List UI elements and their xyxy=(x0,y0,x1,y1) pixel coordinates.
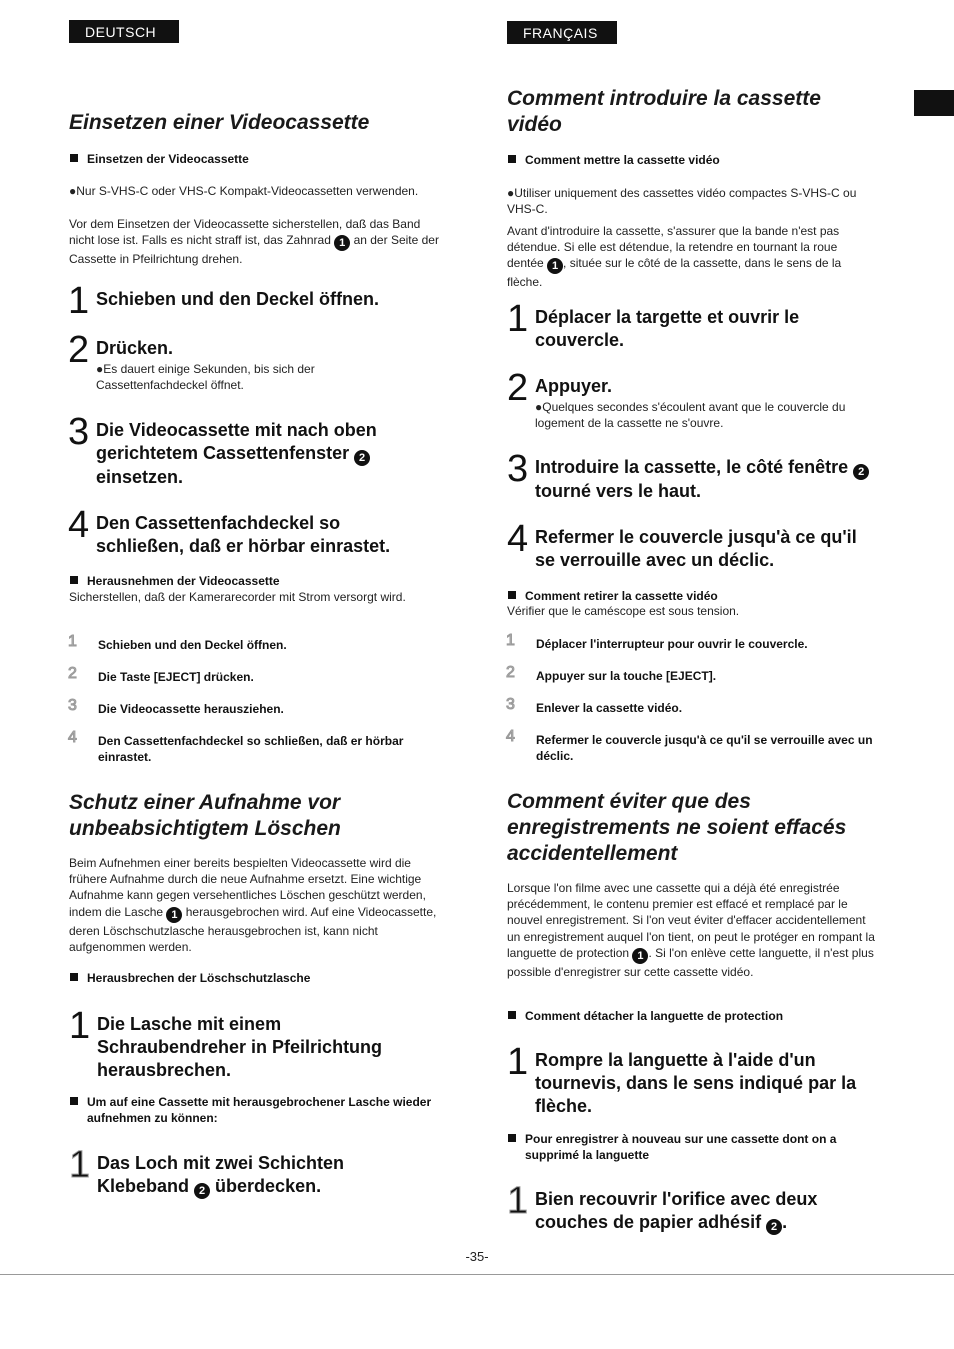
paragraph-fr-4: Lorsque l'on filme avec une cassette qui a déjà été enregistrée précédemment, le contenu premier est effacé et remplacé par le nouvel enregistrement. Si l'on veut éviter d'effacer accidentellement un enregistrement auquel l'on tient, on peut le protéger en rompant la languette de protection 1 . Si l'on enlève cette languette, il n'est plus possible d'enregistrer sur cette cassette vidéo. xyxy=(507,881,875,979)
marker-2-icon: 2 xyxy=(354,450,370,466)
marker-2-icon: 2 xyxy=(194,1183,210,1199)
paragraph-de-2: Vor dem Einsetzen der Videocassette sicherstellen, daß das Band nicht lose ist. Falls es nicht straff ist, das Zahnrad 1 an der Seite der Cassette in Pfeilrichtung drehen. xyxy=(69,217,439,267)
step-fr-4: 4 Refermer le couvercle jusqu'à ce qu'il se verrouille avec un déclic. xyxy=(507,518,857,570)
step-fr-2: 2 Appuyer. ●Quelques secondes s'écoulent avant que le couvercle du logement de la cassette ne s'ouvre. xyxy=(507,367,846,430)
lang-label-fr: FRANÇAIS xyxy=(507,21,617,44)
paragraph-fr-1: ●Utiliser uniquement des cassettes vidéo compactes S-VHS-C ou VHS-C. xyxy=(507,186,857,217)
page-number: -35- xyxy=(465,1249,489,1264)
small-step-fr-4: 4 Refermer le couvercle jusqu'à ce qu'il se verrouille avec un déclic. xyxy=(506,728,873,763)
section-tab-marker xyxy=(914,90,954,116)
small-step-de-4: 4 Den Cassettenfachdeckel so schließen, daß er hörbar einrastet. xyxy=(68,729,404,764)
subheading-de-1: Einsetzen der Videocassette xyxy=(69,151,447,167)
title-de: Einsetzen einer Videocassette xyxy=(69,111,370,134)
step-fr-3: 3 Introduire la cassette, le côté fenêtre 2 tourné vers le haut. xyxy=(507,450,877,506)
marker-2-icon: 2 xyxy=(853,464,869,480)
marker-1-icon: 1 xyxy=(632,948,648,964)
paragraph-fr-2: Avant d'introduire la cassette, s'assurer que la bande n'est pas détendue. Si elle est détendue, la retendre en tournant la roue dentée 1 , située sur le côté de la cassette, dans le sens de la flèche. xyxy=(507,224,842,290)
subheading-de-2: Herausnehmen der Videocassette xyxy=(69,573,447,589)
step-de-5: 1 Die Lasche mit einem Schraubendreher in Pfeilrichtung herausbrechen. xyxy=(69,1005,383,1080)
paragraph-de-1: ●Nur S-VHS-C oder VHS-C Kompakt-Videocassetten verwenden. xyxy=(69,184,419,198)
marker-1-icon: 1 xyxy=(547,258,563,274)
paragraph-de-3: Sicherstellen, daß der Kamerarecorder mit Strom versorgt wird. xyxy=(69,590,406,604)
subheading-fr-3: Comment détacher la languette de protection xyxy=(507,1008,895,1024)
subheading-de-4: Um auf eine Cassette mit herausgebrochener Lasche wieder aufnehmen zu können: xyxy=(69,1094,437,1126)
paragraph-fr-3: Vérifier que le caméscope est sous tension. xyxy=(507,604,740,618)
marker-1-icon: 1 xyxy=(166,907,182,923)
step-de-2: 2 Drücken. ●Es dauert einige Sekunden, bis sich der Cassettenfachdeckel öffnet. xyxy=(68,329,315,392)
paragraph-de-4: Beim Aufnehmen einer bereits bespielten Videocassette wird die frühere Aufnahme durch die neue Aufnahme ersetzt. Eine wichtige Aufnahme kann gegen versehentliches Löschen geschützt werden, indem die Lasche 1 herausgebrochen wird. Auf eine Videocassette, deren Löschschutzlasche herausgebrochen ist, kann nicht aufgenommen werden. xyxy=(69,856,437,954)
lang-label-de: DEUTSCH xyxy=(69,20,179,43)
title-fr: Comment introduire la cassette vidéo xyxy=(507,87,821,136)
title-fr-2: Comment éviter que des enregistrements ne soient effacés accidentellement xyxy=(507,790,847,865)
subheading-fr-4: Pour enregistrer à nouveau sur une cassette dont on a supprimé la languette xyxy=(507,1131,875,1163)
step-de-3: 3 Die Videocassette mit nach oben gerichtetem Cassettenfenster 2 einsetzen. xyxy=(68,411,377,487)
step-de-6: 1 Das Loch mit zwei Schichten Klebeband 2 überdecken. xyxy=(69,1144,345,1197)
title-de-2: Schutz einer Aufnahme vor unbeabsichtigtem Löschen xyxy=(69,791,341,840)
subheading-fr-1: Comment mettre la cassette vidéo xyxy=(507,152,895,168)
step-fr-1: 1 Déplacer la targette et ouvrir le couvercle. xyxy=(507,298,800,350)
footer-rule xyxy=(0,1274,954,1275)
marker-2-icon: 2 xyxy=(766,1219,782,1235)
step-de-4: 4 Den Cassettenfachdeckel so schließen, daß er hörbar einrastet. xyxy=(68,504,391,556)
step-fr-5: 1 Rompre la languette à l'aide d'un tournevis, dans le sens indiqué par la flèche. xyxy=(507,1041,857,1116)
step-fr-6: 1 Bien recouvrir l'orifice avec deux couches de papier adhésif 2 . xyxy=(507,1180,818,1233)
marker-1-icon: 1 xyxy=(334,235,350,251)
subheading-de-3: Herausbrechen der Löschschutzlasche xyxy=(69,970,447,986)
subheading-fr-2: Comment retirer la cassette vidéo xyxy=(507,588,895,604)
